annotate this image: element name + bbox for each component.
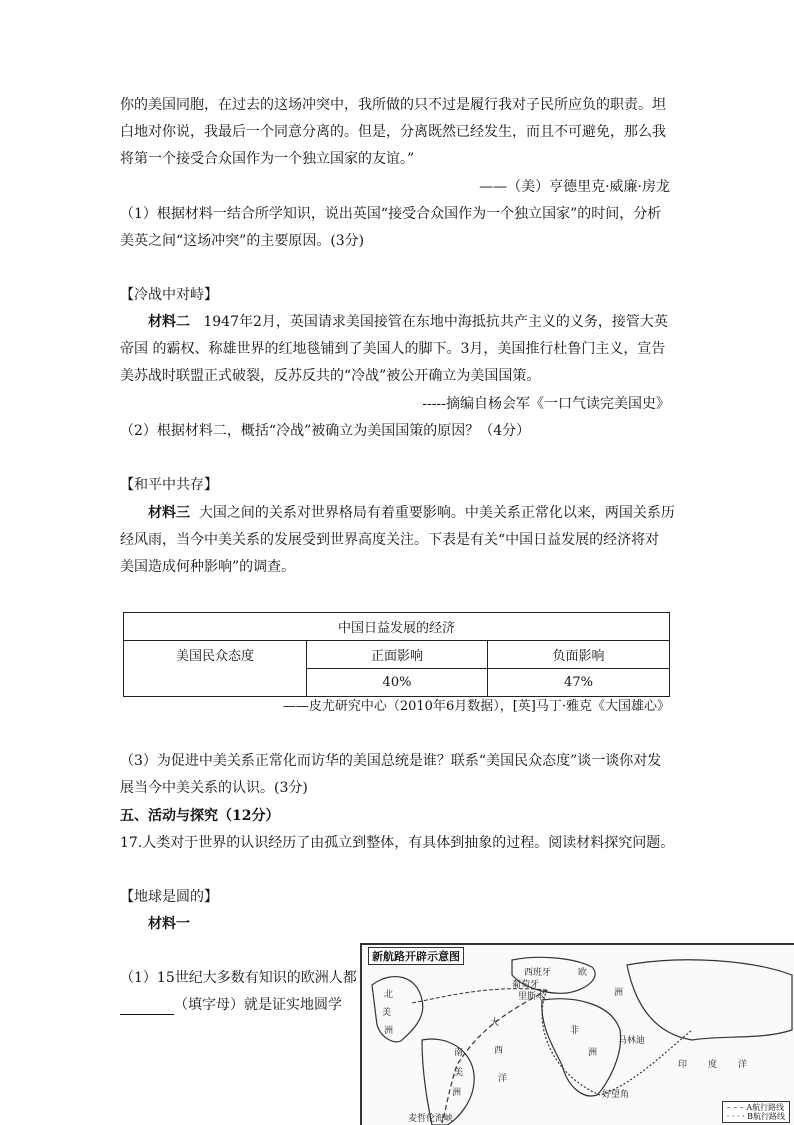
map-label-atlantic-1: 大 (490, 1018, 500, 1028)
map-label-indian-ocean-3: 洋 (738, 1060, 748, 1070)
material-3-text-1: 大国之间的关系对世界格局有着重要影响。中美关系正常化以来，两国关系历 (198, 505, 675, 521)
survey-value-positive: 40% (307, 669, 488, 697)
map-legend (722, 1101, 790, 1123)
material-2-line-1 (148, 312, 668, 332)
map-legend-a: – – – A航行路线 (726, 1103, 785, 1112)
survey-table-title: 中国日益发展的经济 (124, 613, 670, 641)
map-label-indian-ocean-2: 度 (708, 1060, 718, 1070)
material-3-line-1 (148, 503, 675, 523)
map-label-s-america-1: 南 (454, 1048, 464, 1058)
material-1-label: 材料一 (148, 916, 190, 932)
material-3-line-2: 经风雨，当今中美关系的发展受到世界高度关注。下表是有关“中国日益发展的经济将对 (120, 532, 660, 548)
question-3-line-2: 展当今中美关系的认识。(3分) (120, 780, 308, 796)
question-2: （2）根据材料二，概括“冷战”被确立为美国国策的原因？（4分） (120, 423, 531, 439)
material-3-source: ——皮尤研究中心（2010年6月数据），[英]马丁·雅克《大国雄心》 (282, 699, 670, 714)
question-3-line-1: （3）为促进中美关系正常化而访华的美国总统是谁？联系“美国民众态度”谈一谈你对发 (120, 753, 662, 769)
question-17: 17.人类对于世界的认识经历了由孤立到整体，有具体到抽象的过程。阅读材料探究问题。 (120, 835, 675, 851)
new-route-map (360, 943, 794, 1125)
map-label-africa-2: 洲 (588, 1048, 598, 1058)
map-label-n-america-2: 美 (382, 1008, 392, 1018)
map-label-malindi: 马林迪 (618, 1036, 646, 1046)
africa-outline (542, 999, 621, 1096)
north-america-outline (372, 977, 423, 1042)
question-17-1-suffix: （填字母）就是证实地圆学 (174, 997, 342, 1013)
survey-col-positive: 正面影响 (307, 641, 488, 669)
quote-line-2: 白地对你说，我最后一个同意分离的。但是，分离既然已经发生，而且不可避免，那么我 (120, 124, 666, 140)
map-label-africa-1: 非 (570, 1026, 580, 1036)
material-3-label: 材料三 (148, 505, 190, 521)
survey-value-negative: 47% (488, 669, 670, 697)
map-legend-b: · · · · B航行路线 (726, 1112, 785, 1121)
survey-col-negative: 负面影响 (488, 641, 670, 669)
question-17-1-line-1: （1）15世纪大多数有知识的欧洲人都 (120, 970, 357, 986)
map-label-s-america-2: 美 (454, 1068, 464, 1078)
answer-blank[interactable] (120, 1000, 174, 1015)
material-2-line-3: 美苏战时联盟正式破裂，反苏反共的“冷战”被公开确立为美国国策。 (120, 368, 541, 384)
peace-heading: 【和平中共存】 (120, 477, 218, 493)
map-label-europe-1: 欧 (578, 968, 588, 978)
question-1-line-1: （1）根据材料一结合所学知识，说出英国“接受合众国作为一个独立国家”的时间，分析 (120, 206, 662, 222)
map-title: 新航路开辟示意图 (368, 947, 464, 965)
map-label-n-america-1: 北 (384, 990, 394, 1000)
question-17-1-line-2 (120, 995, 342, 1015)
map-label-europe-2: 洲 (614, 988, 624, 998)
map-label-magellan-strait: 麦哲伦海峡 (408, 1114, 454, 1124)
question-1-line-2: 美英之间“这场冲突”的主要原因。(3分) (120, 233, 365, 249)
map-label-spain: 西班牙 (524, 968, 552, 978)
material-2-label: 材料二 (148, 314, 190, 330)
map-label-cape-of-good-hope: 好望角 (602, 1090, 630, 1100)
quote-line-1: 你的美国同胞，在过去的这场冲突中，我所做的只不过是履行我对子民所应负的职责。坦 (120, 97, 666, 113)
material-2-text-1: 1947年2月，英国请求美国接管在东地中海抵抗共产主义的义务，接管大英 (203, 314, 668, 330)
map-label-s-america-3: 洲 (452, 1088, 462, 1098)
survey-table (123, 612, 670, 697)
material-3-line-3: 美国造成何种影响”的调查。 (120, 559, 296, 575)
material-2-line-2: 帝国 的霸权、称雄世界的红地毯铺到了美国人的脚下。3月，美国推行杜鲁门主义，宣告 (120, 341, 666, 357)
map-label-atlantic-2: 西 (494, 1046, 504, 1056)
map-label-lisbon: 里斯本 (518, 992, 546, 1002)
map-label-portugal: 葡萄牙 (512, 980, 540, 990)
map-label-indian-ocean-1: 印 (678, 1060, 688, 1070)
map-label-n-america-3: 洲 (384, 1026, 394, 1036)
asia-outline (627, 960, 792, 1040)
quote-source: ——（美）亨德里克·威廉·房龙 (479, 179, 670, 195)
round-earth-heading: 【地球是圆的】 (120, 889, 218, 905)
material-2-source: -----摘编自杨会军《一口气读完美国史》 (422, 396, 670, 412)
survey-row-header: 美国民众态度 (124, 641, 307, 697)
map-label-atlantic-3: 洋 (498, 1074, 508, 1084)
quote-line-3: 将第一个接受合众国作为一个独立国家的友谊。” (120, 151, 415, 167)
cold-war-heading: 【冷战中对峙】 (120, 287, 218, 303)
section-5-title: 五、活动与探究（12分） (120, 808, 280, 824)
